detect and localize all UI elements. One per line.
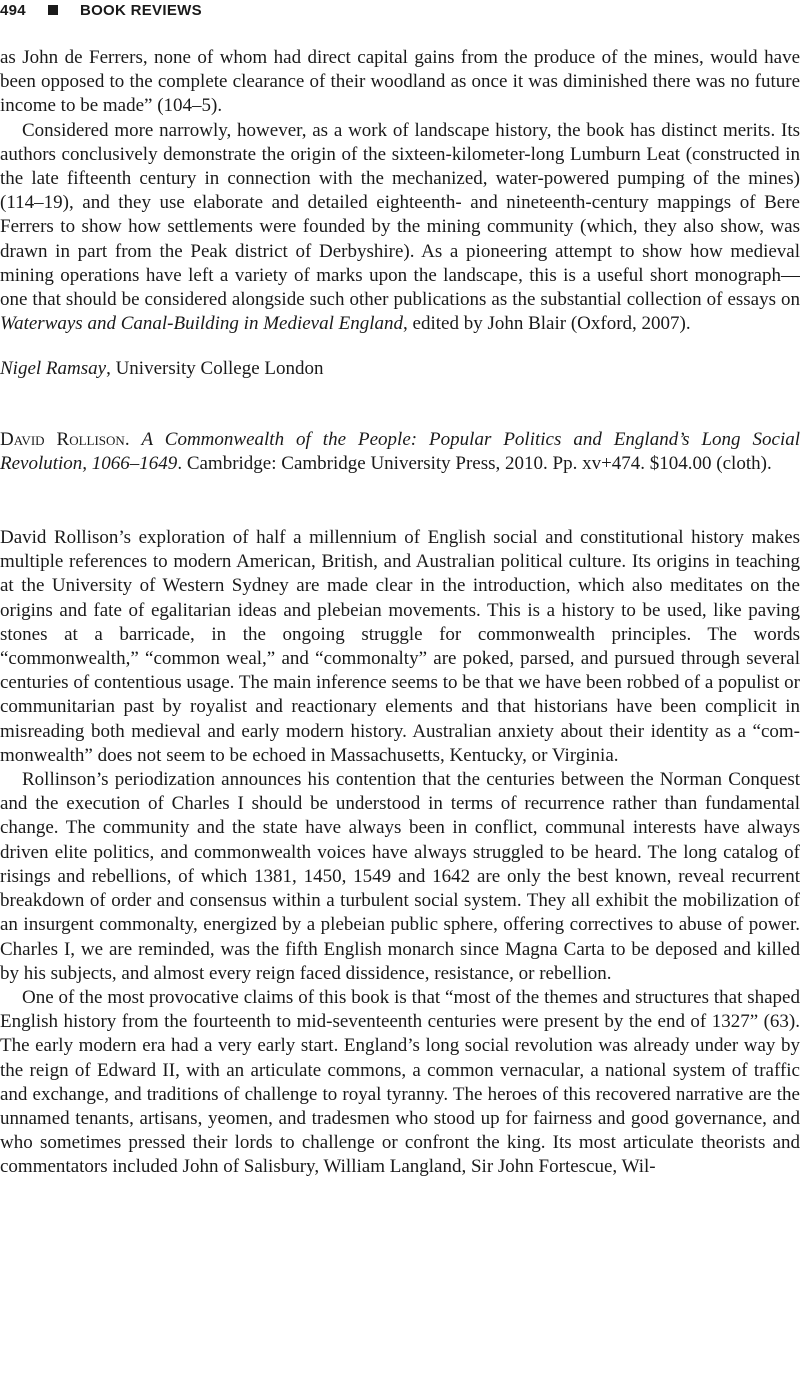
review-paragraph-1: David Rollison’s exploration of half a millennium of English social and constitutional history makes multiple references to modern American, British, and Australian political culture. Its origins in teaching at the University of Western Sydney are made clear in the introduction, which also meditates on the origins and fate of egalitarian ideas and plebeian movements. This is a history to be used, like paving stones at a barricade, in the ongoing struggle for commonwealth principles. The words “commonwealth,” “common weal,” and “commonalty” are poked, parsed, and pursued through several centuries of contentious usage. The main inference seems to be that we have been robbed of a populist or communitarian past by royalist and reactionary elements and that historians have been complicit in misreading both medieval and early modern history. Australian anxiety about their identity as a “commonwealth” does not seem to be echoed in Massachusetts, Kentucky, or Virginia. — [0, 527, 800, 766]
article-body — [0, 46, 800, 1180]
prev-review-paragraph-2 — [0, 119, 800, 337]
reviewer-affiliation: , University College London — [106, 358, 324, 380]
author-separator: . — [124, 428, 142, 450]
running-head — [0, 0, 800, 20]
square-bullet-icon — [48, 5, 58, 15]
prev-review-text-end: , edited by John Blair (Oxford, 2007). — [403, 313, 691, 335]
book-title: A Commonwealth of the People: Popular Politics and England’s Long Social Revolution, 1066–1649 — [0, 428, 800, 474]
publication-details: . Cambridge: Cambridge University Press, 2010. Pp. xv+474. $104.00 (cloth). — [177, 452, 772, 474]
review-paragraph-3: One of the most provocative claims of this book is that “most of the themes and structures that shaped English history from the fourteenth to mid-seventeenth centuries were present by the end of 1327” (63). The early modern era had a very early start. England’s long social revolution was already under way by the reign of Edward II, with an articulate commons, a common vernacular, a national system of traffic and exchange, and traditions of challenge to royal tyranny. The heroes of this recovered narrative are the unnamed tenants, artisans, yeomen, and tradesmen who stood up for fairness and good governance, and who sometimes pressed their lords to challenge or confront the king. Its most articulate theorists and commentators included John of Salisbury, William Langland, Sir John Fortescue, Wil- — [0, 986, 800, 1178]
page-number: 494 — [0, 1, 26, 19]
reviewer-name: Nigel Ramsay — [0, 358, 107, 380]
cited-book-title: Waterways and Canal-Building in Medieval England — [0, 313, 404, 335]
reviewer-signature — [0, 357, 800, 381]
prev-review-paragraph-1: as John de Ferrers, none of whom had direct capital gains from the produce of the mines, would have been opposed to the complete clearance of their woodland as once it was diminished there was no future income to be made” (104–5). — [0, 47, 800, 117]
book-author: David Rollison — [0, 428, 125, 450]
section-title: BOOK REVIEWS — [79, 1, 202, 19]
review-citation — [0, 428, 800, 476]
review-paragraph-2: Rollinson’s periodization announces his contention that the centuries between the Norman Conquest and the execution of Charles I should be understood in terms of recurrence rather than fundamental change. The community and the state have always been in conflict, communal interests have always driven elite politics, and commonwealth voices have always struggled to be heard. The long catalog of risings and rebellions, of which 1381, 1450, 1549 and 1642 are only the best known, reveal recurrent breakdown of order and consensus within a turbulent social system. They all exhibit the mobilization of an insurgent commonalty, energized by a plebeian public sphere, offering correctives to abuse of power. Charles I, we are reminded, was the fifth English monarch since Magna Carta to be deposed and killed by his subjects, and almost every reign faced dissidence, resistance, or rebellion. — [0, 769, 800, 984]
prev-review-text: Considered more narrowly, however, as a work of landscape history, the book has distinct merits. Its authors conclusively demonstrate the origin of the sixteen-kilometer-long Lumburn Leat (constructed in the late fifteenth century in connection with the mechanized, water-powered pumping of the mines) (114–19), and they use elaborate and detailed eighteenth- and nineteenth-century mappings of Bere Ferrers to show how settlements were founded by the mining community (which, they also show, was drawn in part from the Peak district of Derbyshire). As a pioneering attempt to show how medieval mining operations have left a variety of marks upon the landscape, this is a useful short monograph—one that should be considered alongside such other publications as the substantial collection of essays on — [0, 119, 800, 311]
